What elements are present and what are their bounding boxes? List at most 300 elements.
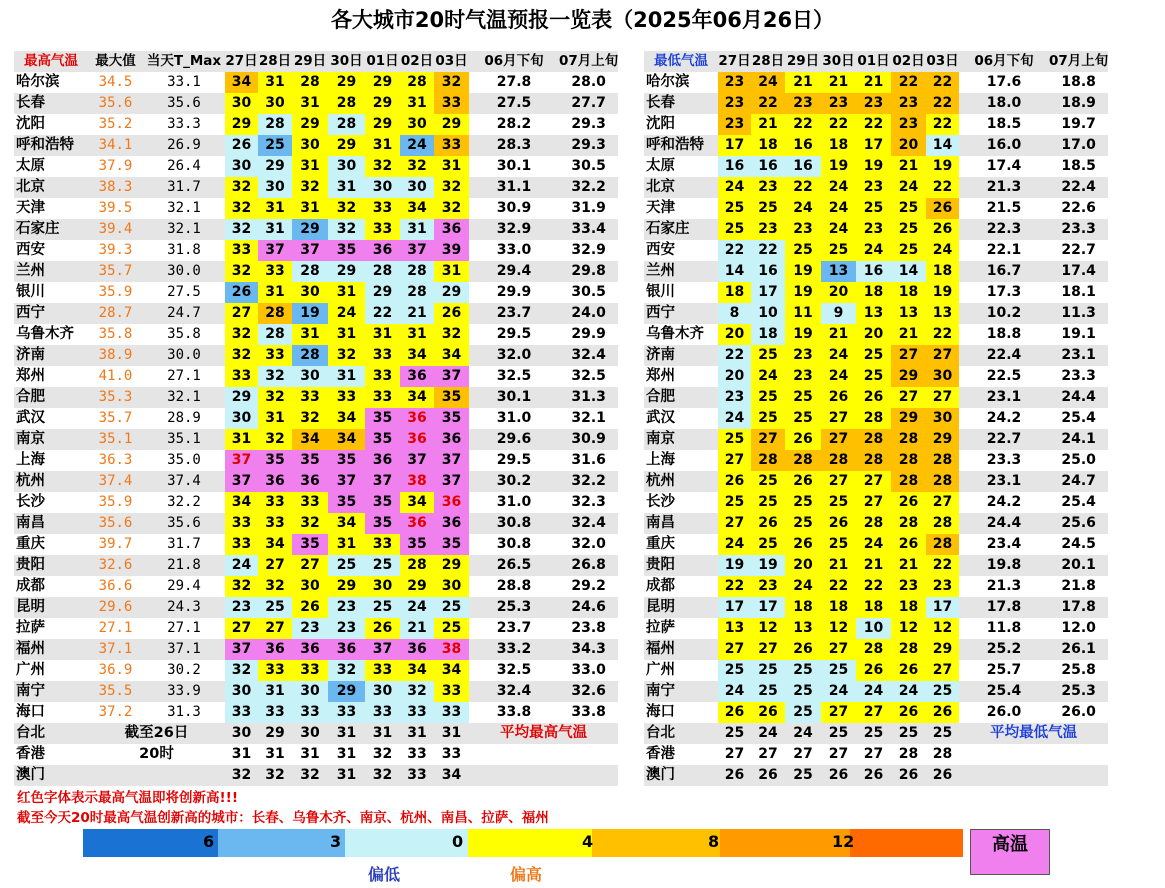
- high-forecast-cell: 35: [328, 240, 365, 261]
- low-forecast-cell: 25: [751, 681, 785, 702]
- low-forecast-cell: 19: [926, 282, 959, 303]
- high-table-row: [14, 408, 618, 429]
- high-header-cell: 最高气温: [14, 51, 88, 72]
- high-max-value: 39.4: [88, 219, 143, 240]
- legend-tick-4: 4: [582, 832, 594, 851]
- low-avg-early-july: 21.8: [1049, 576, 1108, 597]
- high-forecast-cell: 34: [434, 660, 469, 681]
- low-forecast-cell: 14: [891, 261, 926, 282]
- low-forecast-cell: 18: [856, 282, 891, 303]
- low-forecast-cell: 23: [785, 93, 821, 114]
- low-forecast-cell: 21: [821, 324, 856, 345]
- low-forecast-cell: 23: [785, 366, 821, 387]
- high-avg-late-june: 31.1: [469, 177, 559, 198]
- high-today-value: 26.4: [143, 156, 225, 177]
- low-avg-early-july: [1049, 765, 1108, 786]
- low-forecast-cell: 25: [751, 471, 785, 492]
- high-forecast-cell: 34: [328, 408, 365, 429]
- high-table-row: [14, 198, 618, 219]
- high-forecast-cell: 31: [225, 429, 258, 450]
- high-forecast-cell: 24: [400, 135, 434, 156]
- high-forecast-cell: 31: [258, 72, 292, 93]
- high-forecast-cell: 30: [292, 723, 328, 744]
- high-forecast-cell: 31: [365, 135, 400, 156]
- low-forecast-cell: 29: [926, 429, 959, 450]
- low-forecast-cell: 27: [718, 450, 751, 471]
- low-forecast-cell: 13: [718, 618, 751, 639]
- high-forecast-cell: 28: [258, 324, 292, 345]
- high-avg-early-july: 26.8: [559, 555, 618, 576]
- high-forecast-cell: 31: [258, 219, 292, 240]
- low-table-row: [644, 702, 1108, 723]
- high-avg-early-july: 33.4: [559, 219, 618, 240]
- record-cities-note: 截至今天20时最高气温创新高的城市：长春、乌鲁木齐、南京、杭州、南昌、拉萨、福州: [17, 810, 549, 826]
- high-avg-early-july: 32.9: [559, 240, 618, 261]
- low-header-cell: 02日: [891, 51, 926, 72]
- high-forecast-cell: 33: [292, 702, 328, 723]
- high-forecast-cell: 32: [292, 765, 328, 786]
- high-max-value: 32.6: [88, 555, 143, 576]
- high-forecast-cell: 35: [258, 450, 292, 471]
- high-today-value: 32.1: [143, 387, 225, 408]
- high-today-value: 32.1: [143, 198, 225, 219]
- low-forecast-cell: 18: [785, 597, 821, 618]
- low-forecast-cell: 26: [821, 387, 856, 408]
- low-forecast-cell: 28: [926, 450, 959, 471]
- high-forecast-cell: 26: [434, 303, 469, 324]
- low-table-row: [644, 639, 1108, 660]
- high-forecast-cell: 32: [434, 72, 469, 93]
- high-forecast-cell: 32: [225, 198, 258, 219]
- low-avg-late-june: 22.3: [959, 219, 1049, 240]
- high-forecast-cell: 31: [328, 744, 365, 765]
- low-forecast-cell: 24: [751, 72, 785, 93]
- low-city-name: 长春: [644, 93, 718, 114]
- high-table-row: [14, 681, 618, 702]
- low-forecast-cell: 12: [751, 618, 785, 639]
- high-forecast-cell: 29: [328, 72, 365, 93]
- high-forecast-cell: 36: [400, 639, 434, 660]
- low-forecast-cell: 23: [856, 93, 891, 114]
- high-avg-early-july: 27.7: [559, 93, 618, 114]
- high-forecast-cell: 25: [434, 618, 469, 639]
- low-city-name: 西安: [644, 240, 718, 261]
- high-city-name: 合肥: [14, 387, 88, 408]
- high-city-name: 长沙: [14, 492, 88, 513]
- high-city-name: 福州: [14, 639, 88, 660]
- high-table-row: [14, 324, 618, 345]
- high-today-value: 26.9: [143, 135, 225, 156]
- high-header-cell: 27日: [225, 51, 258, 72]
- high-forecast-cell: 30: [225, 408, 258, 429]
- low-forecast-cell: 25: [718, 492, 751, 513]
- high-avg-late-june: 32.5: [469, 660, 559, 681]
- high-avg-early-july: 31.3: [559, 387, 618, 408]
- low-forecast-cell: 26: [856, 660, 891, 681]
- high-forecast-cell: 33: [365, 387, 400, 408]
- low-forecast-cell: 27: [718, 513, 751, 534]
- low-forecast-cell: 26: [751, 702, 785, 723]
- high-forecast-cell: 26: [292, 597, 328, 618]
- low-avg-late-june: 19.8: [959, 555, 1049, 576]
- high-avg-late-june: 29.5: [469, 324, 559, 345]
- high-today-value: 35.6: [143, 93, 225, 114]
- low-forecast-cell: 11: [785, 303, 821, 324]
- high-forecast-cell: 29: [365, 72, 400, 93]
- high-avg-late-june: 30.1: [469, 387, 559, 408]
- high-forecast-cell: 27: [225, 618, 258, 639]
- high-forecast-cell: 34: [225, 492, 258, 513]
- high-avg-late-june: 31.0: [469, 492, 559, 513]
- low-forecast-cell: 19: [785, 324, 821, 345]
- low-forecast-cell: 24: [821, 681, 856, 702]
- low-forecast-cell: 28: [821, 450, 856, 471]
- low-forecast-cell: 27: [856, 471, 891, 492]
- low-forecast-cell: 27: [926, 660, 959, 681]
- low-forecast-cell: 27: [821, 471, 856, 492]
- low-table-row: [644, 93, 1108, 114]
- high-forecast-cell: 30: [225, 93, 258, 114]
- low-city-name: 兰州: [644, 261, 718, 282]
- low-forecast-cell: 25: [891, 723, 926, 744]
- low-city-name: 台北: [644, 723, 718, 744]
- high-avg-late-june: 29.4: [469, 261, 559, 282]
- low-forecast-cell: 25: [751, 408, 785, 429]
- legend-hot-box: [970, 829, 1050, 875]
- high-forecast-cell: 32: [225, 261, 258, 282]
- high-city-name: 呼和浩特: [14, 135, 88, 156]
- high-avg-early-july: 31.9: [559, 198, 618, 219]
- high-forecast-cell: 23: [328, 618, 365, 639]
- low-city-name: 上海: [644, 450, 718, 471]
- legend-label-high: 偏高: [510, 865, 543, 884]
- low-forecast-cell: 23: [718, 387, 751, 408]
- low-forecast-cell: 25: [821, 660, 856, 681]
- low-avg-late-june: [959, 744, 1049, 765]
- low-forecast-cell: 25: [751, 387, 785, 408]
- legend-tick-3: 3: [330, 832, 342, 851]
- low-table-row: [644, 618, 1108, 639]
- high-forecast-cell: 37: [328, 471, 365, 492]
- high-table-row: [14, 765, 618, 786]
- low-forecast-cell: 22: [718, 240, 751, 261]
- low-forecast-cell: 18: [891, 597, 926, 618]
- low-avg-late-june: 23.4: [959, 534, 1049, 555]
- low-forecast-cell: 19: [751, 555, 785, 576]
- high-forecast-cell: 19: [292, 303, 328, 324]
- high-header-cell: 03日: [434, 51, 469, 72]
- high-forecast-cell: 33: [365, 345, 400, 366]
- high-forecast-cell: 35: [328, 492, 365, 513]
- high-avg-early-july: 30.9: [559, 429, 618, 450]
- low-avg-early-july: 25.4: [1049, 408, 1108, 429]
- high-forecast-cell: 32: [400, 681, 434, 702]
- low-forecast-cell: 23: [751, 219, 785, 240]
- low-forecast-cell: 21: [891, 156, 926, 177]
- high-avg-late-june: 28.3: [469, 135, 559, 156]
- low-forecast-cell: 24: [821, 177, 856, 198]
- high-max-value: 27.1: [88, 618, 143, 639]
- high-forecast-cell: 31: [328, 282, 365, 303]
- low-forecast-cell: 28: [891, 513, 926, 534]
- low-forecast-cell: 21: [821, 555, 856, 576]
- legend-tick-6: 6: [203, 832, 215, 851]
- high-table-row: [14, 702, 618, 723]
- high-forecast-cell: 30: [258, 93, 292, 114]
- high-forecast-cell: 28: [258, 303, 292, 324]
- high-forecast-cell: 28: [292, 345, 328, 366]
- low-forecast-cell: 26: [718, 702, 751, 723]
- high-forecast-cell: 33: [225, 366, 258, 387]
- low-forecast-cell: 26: [891, 492, 926, 513]
- low-forecast-cell: 24: [821, 198, 856, 219]
- low-avg-late-june: 18.0: [959, 93, 1049, 114]
- low-forecast-cell: 25: [751, 492, 785, 513]
- legend-band-warm-12: [850, 829, 963, 857]
- high-forecast-cell: 36: [400, 429, 434, 450]
- low-forecast-cell: 16: [856, 261, 891, 282]
- low-city-name: 贵阳: [644, 555, 718, 576]
- low-forecast-cell: 27: [856, 702, 891, 723]
- high-forecast-cell: 35: [400, 534, 434, 555]
- high-forecast-cell: 35: [434, 408, 469, 429]
- high-forecast-cell: 38: [434, 639, 469, 660]
- high-avg-late-june: 29.9: [469, 282, 559, 303]
- high-max-value: 34.5: [88, 72, 143, 93]
- high-table-row: [14, 639, 618, 660]
- low-table-row: [644, 408, 1108, 429]
- high-today-value: 28.9: [143, 408, 225, 429]
- low-city-name: 长沙: [644, 492, 718, 513]
- low-avg-late-june: 16.7: [959, 261, 1049, 282]
- low-forecast-cell: 28: [891, 639, 926, 660]
- high-forecast-cell: 29: [258, 723, 292, 744]
- low-forecast-cell: 20: [891, 135, 926, 156]
- legend-band-cold-3: [218, 829, 345, 857]
- high-avg-late-june: 23.7: [469, 618, 559, 639]
- low-forecast-cell: 8: [718, 303, 751, 324]
- high-forecast-cell: 28: [400, 72, 434, 93]
- high-avg-early-july: 24.0: [559, 303, 618, 324]
- high-forecast-cell: 27: [258, 618, 292, 639]
- low-forecast-cell: 27: [718, 639, 751, 660]
- high-forecast-cell: 29: [365, 282, 400, 303]
- low-city-name: 沈阳: [644, 114, 718, 135]
- low-forecast-cell: 20: [821, 282, 856, 303]
- high-city-name: 长春: [14, 93, 88, 114]
- low-forecast-cell: 23: [821, 93, 856, 114]
- high-forecast-cell: 30: [292, 282, 328, 303]
- low-forecast-cell: 24: [785, 576, 821, 597]
- low-forecast-cell: 13: [785, 618, 821, 639]
- low-forecast-cell: 22: [926, 177, 959, 198]
- high-avg-late-june: 33.8: [469, 702, 559, 723]
- high-max-value: 35.9: [88, 282, 143, 303]
- low-forecast-cell: 26: [856, 765, 891, 786]
- high-forecast-cell: 32: [292, 177, 328, 198]
- low-forecast-cell: 25: [718, 723, 751, 744]
- low-forecast-cell: 22: [718, 345, 751, 366]
- low-table-row: [644, 660, 1108, 681]
- high-forecast-cell: 28: [400, 282, 434, 303]
- low-table-row: [644, 723, 1108, 744]
- low-forecast-cell: 18: [926, 261, 959, 282]
- low-forecast-cell: 26: [926, 702, 959, 723]
- high-max-value: 36.3: [88, 450, 143, 471]
- high-forecast-cell: 30: [292, 366, 328, 387]
- low-city-name: 重庆: [644, 534, 718, 555]
- high-forecast-cell: 33: [400, 744, 434, 765]
- low-temperature-table: [644, 51, 1108, 786]
- low-forecast-cell: 25: [891, 219, 926, 240]
- high-forecast-cell: 31: [400, 324, 434, 345]
- high-forecast-cell: 34: [400, 345, 434, 366]
- high-table-row: [14, 282, 618, 303]
- low-forecast-cell: 27: [891, 345, 926, 366]
- high-avg-early-july: 28.0: [559, 72, 618, 93]
- low-forecast-cell: 26: [785, 534, 821, 555]
- high-forecast-cell: 32: [258, 387, 292, 408]
- high-max-value: 39.7: [88, 534, 143, 555]
- low-forecast-cell: 25: [891, 198, 926, 219]
- high-forecast-cell: 29: [400, 576, 434, 597]
- low-table-header-row: [644, 51, 1108, 72]
- high-max-value: 37.2: [88, 702, 143, 723]
- low-forecast-cell: 26: [821, 513, 856, 534]
- high-max-value: 34.1: [88, 135, 143, 156]
- low-forecast-cell: 25: [821, 492, 856, 513]
- high-forecast-cell: 31: [258, 408, 292, 429]
- low-forecast-cell: 28: [856, 429, 891, 450]
- low-forecast-cell: 23: [891, 576, 926, 597]
- high-forecast-cell: 32: [365, 156, 400, 177]
- low-forecast-cell: 17: [718, 135, 751, 156]
- high-avg-early-july: 32.4: [559, 513, 618, 534]
- high-avg-early-july: 32.0: [559, 534, 618, 555]
- high-avg-late-june: 33.0: [469, 240, 559, 261]
- low-forecast-cell: 16: [785, 156, 821, 177]
- high-max-value: 35.7: [88, 408, 143, 429]
- high-table-row: [14, 387, 618, 408]
- low-forecast-cell: 24: [856, 534, 891, 555]
- high-max-value: 35.7: [88, 261, 143, 282]
- low-forecast-cell: 12: [891, 618, 926, 639]
- high-forecast-cell: 30: [365, 576, 400, 597]
- high-avg-late-june: 28.8: [469, 576, 559, 597]
- high-max-value: 36.9: [88, 660, 143, 681]
- low-avg-late-june: 25.7: [959, 660, 1049, 681]
- high-forecast-cell: 27: [258, 555, 292, 576]
- low-forecast-cell: 28: [926, 513, 959, 534]
- low-avg-late-june: 21.3: [959, 177, 1049, 198]
- low-forecast-cell: 23: [856, 177, 891, 198]
- high-city-name: 北京: [14, 177, 88, 198]
- high-forecast-cell: 28: [400, 261, 434, 282]
- low-city-name: 哈尔滨: [644, 72, 718, 93]
- high-forecast-cell: 28: [328, 114, 365, 135]
- low-forecast-cell: 25: [718, 198, 751, 219]
- low-table-row: [644, 135, 1108, 156]
- low-avg-late-june: 23.1: [959, 387, 1049, 408]
- high-forecast-cell: 29: [328, 135, 365, 156]
- high-forecast-cell: 32: [328, 345, 365, 366]
- high-avg-late-june: [469, 744, 559, 765]
- high-avg-late-june: 32.0: [469, 345, 559, 366]
- high-forecast-cell: 25: [258, 135, 292, 156]
- low-forecast-cell: 23: [751, 177, 785, 198]
- high-forecast-cell: 37: [292, 240, 328, 261]
- high-city-name: 贵阳: [14, 555, 88, 576]
- high-table-row: [14, 345, 618, 366]
- high-avg-late-june: 29.5: [469, 450, 559, 471]
- low-table-row: [644, 324, 1108, 345]
- high-city-name: 台北: [14, 723, 88, 744]
- low-forecast-cell: 26: [926, 219, 959, 240]
- high-forecast-cell: 37: [225, 471, 258, 492]
- high-today-value: 24.3: [143, 597, 225, 618]
- low-avg-late-june: 17.4: [959, 156, 1049, 177]
- high-avg-early-july: 31.6: [559, 450, 618, 471]
- low-forecast-cell: 25: [926, 723, 959, 744]
- low-city-name: 西宁: [644, 303, 718, 324]
- low-forecast-cell: 21: [821, 72, 856, 93]
- low-header-cell: 最低气温: [644, 51, 718, 72]
- high-avg-early-july: 29.2: [559, 576, 618, 597]
- high-forecast-cell: 33: [365, 219, 400, 240]
- high-today-value: 37.1: [143, 639, 225, 660]
- high-temperature-table: [14, 51, 618, 786]
- low-forecast-cell: 28: [926, 471, 959, 492]
- low-forecast-cell: 26: [821, 765, 856, 786]
- low-table-row: [644, 513, 1108, 534]
- high-forecast-cell: 31: [400, 723, 434, 744]
- low-avg-early-july: 23.3: [1049, 219, 1108, 240]
- avg-low-note: 平均最低气温: [959, 723, 1108, 744]
- high-forecast-cell: 31: [258, 198, 292, 219]
- high-city-name: 济南: [14, 345, 88, 366]
- low-forecast-cell: 28: [856, 408, 891, 429]
- low-forecast-cell: 17: [751, 282, 785, 303]
- high-today-value: 31.7: [143, 177, 225, 198]
- low-header-cell: 01日: [856, 51, 891, 72]
- high-forecast-cell: 36: [400, 513, 434, 534]
- high-max-value: 36.6: [88, 576, 143, 597]
- low-forecast-cell: 24: [718, 408, 751, 429]
- low-table-row: [644, 303, 1108, 324]
- high-today-value: 37.4: [143, 471, 225, 492]
- low-avg-early-july: 17.8: [1049, 597, 1108, 618]
- high-forecast-cell: 30: [292, 576, 328, 597]
- low-table-row: [644, 555, 1108, 576]
- low-forecast-cell: 22: [821, 114, 856, 135]
- high-forecast-cell: 36: [400, 366, 434, 387]
- low-table-row: [644, 534, 1108, 555]
- high-forecast-cell: 26: [365, 618, 400, 639]
- high-today-value: 31.7: [143, 534, 225, 555]
- low-forecast-cell: 25: [718, 429, 751, 450]
- high-forecast-cell: 30: [225, 156, 258, 177]
- low-avg-late-june: 24.2: [959, 492, 1049, 513]
- high-header-cell: 当天T_Max: [143, 51, 225, 72]
- high-avg-late-june: 30.1: [469, 156, 559, 177]
- high-avg-late-june: 32.5: [469, 366, 559, 387]
- high-table-row: [14, 135, 618, 156]
- low-forecast-cell: 24: [718, 681, 751, 702]
- high-avg-late-june: 33.2: [469, 639, 559, 660]
- high-table-row: [14, 366, 618, 387]
- high-city-name: 太原: [14, 156, 88, 177]
- low-forecast-cell: 14: [926, 135, 959, 156]
